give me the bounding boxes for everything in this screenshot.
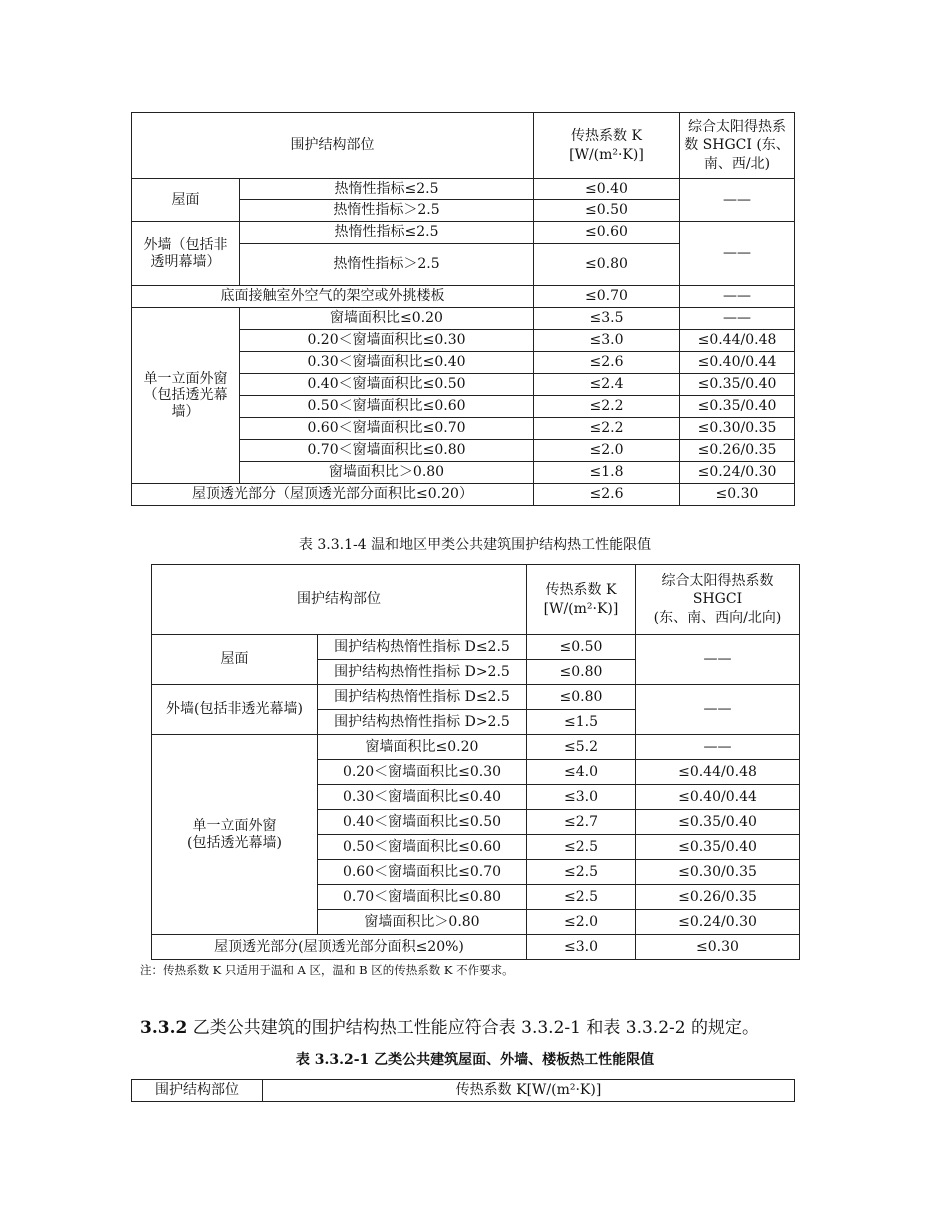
wall-cond: 围护结构热惰性指标 D>2.5 [318,710,527,735]
window-shgc: ≤0.35/0.40 [680,374,795,396]
window-shgc: ≤0.40/0.44 [636,785,800,810]
window-cond: 0.50＜窗墙面积比≤0.60 [240,396,534,418]
wall-k: ≤1.5 [527,710,636,735]
wall-k: ≤0.60 [534,222,680,244]
window-cond: 0.30＜窗墙面积比≤0.40 [240,352,534,374]
wall-label: 外墙（包括非透明幕墙） [132,222,240,286]
window-cond: 0.30＜窗墙面积比≤0.40 [318,785,527,810]
roof-label: 屋面 [152,635,318,685]
table-3-caption: 表 3.3.2-1 乙类公共建筑屋面、外墙、楼板热工性能限值 [295,1052,655,1068]
roof-cond: 围护结构热惰性指标 D≤2.5 [318,635,527,660]
table-2-caption: 表 3.3.1-4 温和地区甲类公共建筑围护结构热工性能限值 [298,537,652,553]
window-cond: 0.60＜窗墙面积比≤0.70 [318,860,527,885]
roof-cond: 围护结构热惰性指标 D>2.5 [318,660,527,685]
skylight-label: 屋顶透光部分（屋顶透光部分面积比≤0.20） [132,484,534,506]
header-shgc: 综合太阳得热系数 SHGCI (东、南、西向/北向) [636,565,800,635]
window-label: 单一立面外窗 (包括透光幕墙) [152,735,318,935]
window-shgc: ≤0.40/0.44 [680,352,795,374]
window-cond: 0.40＜窗墙面积比≤0.50 [240,374,534,396]
window-cond: 0.40＜窗墙面积比≤0.50 [318,810,527,835]
header-part: 围护结构部位 [132,113,534,179]
window-shgc: ≤0.24/0.30 [636,910,800,935]
window-k: ≤4.0 [527,760,636,785]
window-cond: 窗墙面积比＞0.80 [318,910,527,935]
window-k: ≤2.2 [534,396,680,418]
roof-k: ≤0.80 [527,660,636,685]
header-k: 传热系数 K [W/(m²·K)] [527,565,636,635]
window-k: ≤3.5 [534,308,680,330]
window-k: ≤2.6 [534,352,680,374]
envelope-limits-table-2 [151,564,800,960]
section-paragraph [140,1013,759,1038]
wall-shgc: —— [636,685,800,735]
window-k: ≤2.2 [534,418,680,440]
window-shgc: ≤0.24/0.30 [680,462,795,484]
window-cond: 0.50＜窗墙面积比≤0.60 [318,835,527,860]
window-k: ≤1.8 [534,462,680,484]
wall-k: ≤0.80 [534,244,680,286]
envelope-limits-table-1 [131,112,795,506]
envelope-limits-table-3 [131,1079,795,1102]
window-shgc: ≤0.35/0.40 [636,810,800,835]
window-k: ≤2.4 [534,374,680,396]
skylight-k: ≤2.6 [534,484,680,506]
window-shgc: ≤0.30/0.35 [636,860,800,885]
header-part: 围护结构部位 [152,565,527,635]
window-k: ≤2.0 [527,910,636,935]
window-shgc: —— [680,308,795,330]
roof-cond: 热惰性指标＞2.5 [240,200,534,222]
window-cond: 0.70＜窗墙面积比≤0.80 [318,885,527,910]
wall-cond: 围护结构热惰性指标 D≤2.5 [318,685,527,710]
window-k: ≤5.2 [527,735,636,760]
window-cond: 0.70＜窗墙面积比≤0.80 [240,440,534,462]
window-shgc: ≤0.26/0.35 [680,440,795,462]
window-k: ≤2.5 [527,885,636,910]
header-k: 传热系数 K[W/(m²·K)] [263,1080,795,1102]
window-cond: 0.60＜窗墙面积比≤0.70 [240,418,534,440]
window-label: 单一立面外窗（包括透光幕墙） [132,308,240,484]
floor-shgc: —— [680,286,795,308]
roof-shgc: —— [636,635,800,685]
section-number: 3.3.2 [140,1018,188,1038]
skylight-shgc: ≤0.30 [680,484,795,506]
roof-k: ≤0.50 [527,635,636,660]
window-shgc: ≤0.44/0.48 [636,760,800,785]
window-cond: 窗墙面积比≤0.20 [240,308,534,330]
window-k: ≤2.5 [527,835,636,860]
skylight-label: 屋顶透光部分(屋顶透光部分面积≤20%) [152,935,527,960]
window-k: ≤2.0 [534,440,680,462]
header-part: 围护结构部位 [132,1080,263,1102]
section-text: 乙类公共建筑的围护结构热工性能应符合表 3.3.2-1 和表 3.3.2-2 的规定。 [187,1018,759,1038]
skylight-k: ≤3.0 [527,935,636,960]
roof-k: ≤0.40 [534,179,680,200]
window-shgc: ≤0.30/0.35 [680,418,795,440]
wall-shgc: —— [680,222,795,286]
window-cond: 0.20＜窗墙面积比≤0.30 [240,330,534,352]
window-cond: 窗墙面积比≤0.20 [318,735,527,760]
window-k: ≤2.7 [527,810,636,835]
window-shgc: —— [636,735,800,760]
skylight-shgc: ≤0.30 [636,935,800,960]
window-cond: 窗墙面积比＞0.80 [240,462,534,484]
window-shgc: ≤0.35/0.40 [680,396,795,418]
window-shgc: ≤0.35/0.40 [636,835,800,860]
header-shgc: 综合太阳得热系 数 SHGCI (东、 南、西/北) [680,113,795,179]
floor-label: 底面接触室外空气的架空或外挑楼板 [132,286,534,308]
window-cond: 0.20＜窗墙面积比≤0.30 [318,760,527,785]
window-k: ≤2.5 [527,860,636,885]
roof-k: ≤0.50 [534,200,680,222]
window-k: ≤3.0 [527,785,636,810]
table-note: 注：传热系数 K 只适用于温和 A 区，温和 B 区的传热系数 K 不作要求。 [140,963,514,977]
wall-cond: 热惰性指标＞2.5 [240,244,534,286]
header-k: 传热系数 K [W/(m²·K)] [534,113,680,179]
wall-cond: 热惰性指标≤2.5 [240,222,534,244]
wall-k: ≤0.80 [527,685,636,710]
floor-k: ≤0.70 [534,286,680,308]
wall-label: 外墙(包括非透光幕墙) [152,685,318,735]
window-k: ≤3.0 [534,330,680,352]
roof-label: 屋面 [132,179,240,222]
window-shgc: ≤0.44/0.48 [680,330,795,352]
roof-cond: 热惰性指标≤2.5 [240,179,534,200]
window-shgc: ≤0.26/0.35 [636,885,800,910]
roof-shgc: —— [680,179,795,222]
